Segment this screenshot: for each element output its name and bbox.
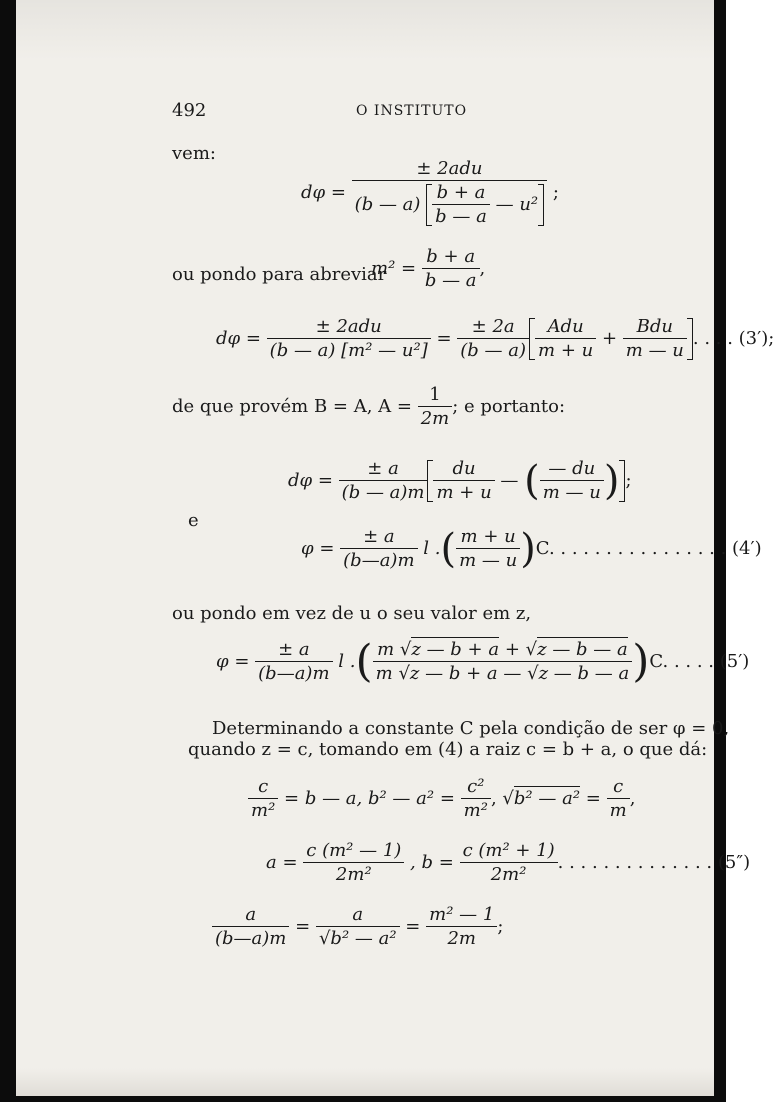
equation-3-prime: dφ = $\frac{\text{± 2adu}}{\text{(b — a) [m² — u²]}}$ = $\frac{\pm 2a}{(b — a)}$ $\frac{\text{Adu}}{m + u}$ + $\frac{\text{Bdu}}{m — u}$ . . . . (3′); xyxy=(216,316,774,361)
text-ou-pondo-abreviar: ou pondo para abreviar xyxy=(172,264,387,285)
paragraph-determinando-line-2: quando z = c, tomando em (4) a raiz c = b + a, o que dá: xyxy=(188,739,708,760)
equation-label-5-prime: . . . . . (5′) xyxy=(662,651,750,672)
text-de-que-provem: de que provém B = A, A = $\frac{1}{2m}$ ; e portanto: xyxy=(172,384,566,429)
equation-c-relations: $\frac{c}{\text{m²}}$ = b — a, b² — a² = $\frac{\text{c²}}{\text{m²}}$ , √b² — a² = $\frac{c}{m}$ , xyxy=(248,778,635,820)
equation-label-5-double-prime: . . . . . . . . . . . . . . (5″) xyxy=(557,852,751,873)
equation-m2: m² = $\frac{b + a}{b — a}$ , xyxy=(371,246,486,291)
equation-a-ratio: $\frac{a}{(b—a)m}$ = $\frac{a}{\text{√b² — a²}}$ = $\frac{\text{m² — 1}}{2m}$ ; xyxy=(212,906,503,948)
equation-5-double-prime: a = $\frac{\text{c (m² — 1)}}{\text{2m²}}$ , b = $\frac{\text{c (m² + 1)}}{\text{2m²}}$ . . . . . . . . . . . . . . (5″) xyxy=(266,840,751,885)
equation-5-prime: φ = $\frac{\pm a}{(b—a)m}$ l .( $\frac{m √z — b + a + √z — b — a}{m √z — b + a — √z — b — a}$ )C. . . . . (5′) xyxy=(216,636,750,687)
equation-4-prime: φ = $\frac{\pm a}{(b—a)m}$ l .( $\frac{m + u}{m — u}$ )C. . . . . . . . . . . . . . . . (4′) xyxy=(301,526,762,572)
equation-label-4-prime: . . . . . . . . . . . . . . . . (4′) xyxy=(548,538,762,559)
equation-A: $\frac{1}{2m}$ xyxy=(418,386,453,428)
paragraph-determinando-line-1: Determinando a constante C pela condição de ser φ = 0, xyxy=(212,718,730,739)
running-title: O INSTITUTO xyxy=(356,103,468,119)
equation-dphi-2: dφ = $\frac{\pm a}{(b — a)m}$ $\frac{du}{m + u}$ — ( $\frac{— du}{m — u}$ ) ; xyxy=(288,458,632,504)
text-vem: vem: xyxy=(172,143,216,164)
page-number: 492 xyxy=(172,100,207,121)
text-ou-pondo-em-vez: ou pondo em vez de u o seu valor em z, xyxy=(172,603,532,624)
equation-dphi-1: dφ = ± 2adu (b — a) $\frac{b + a}{b — a}$ — u² ; xyxy=(301,158,559,227)
equation-label-3-prime: . . . . (3′); xyxy=(692,328,774,349)
text-e: e xyxy=(188,510,199,531)
